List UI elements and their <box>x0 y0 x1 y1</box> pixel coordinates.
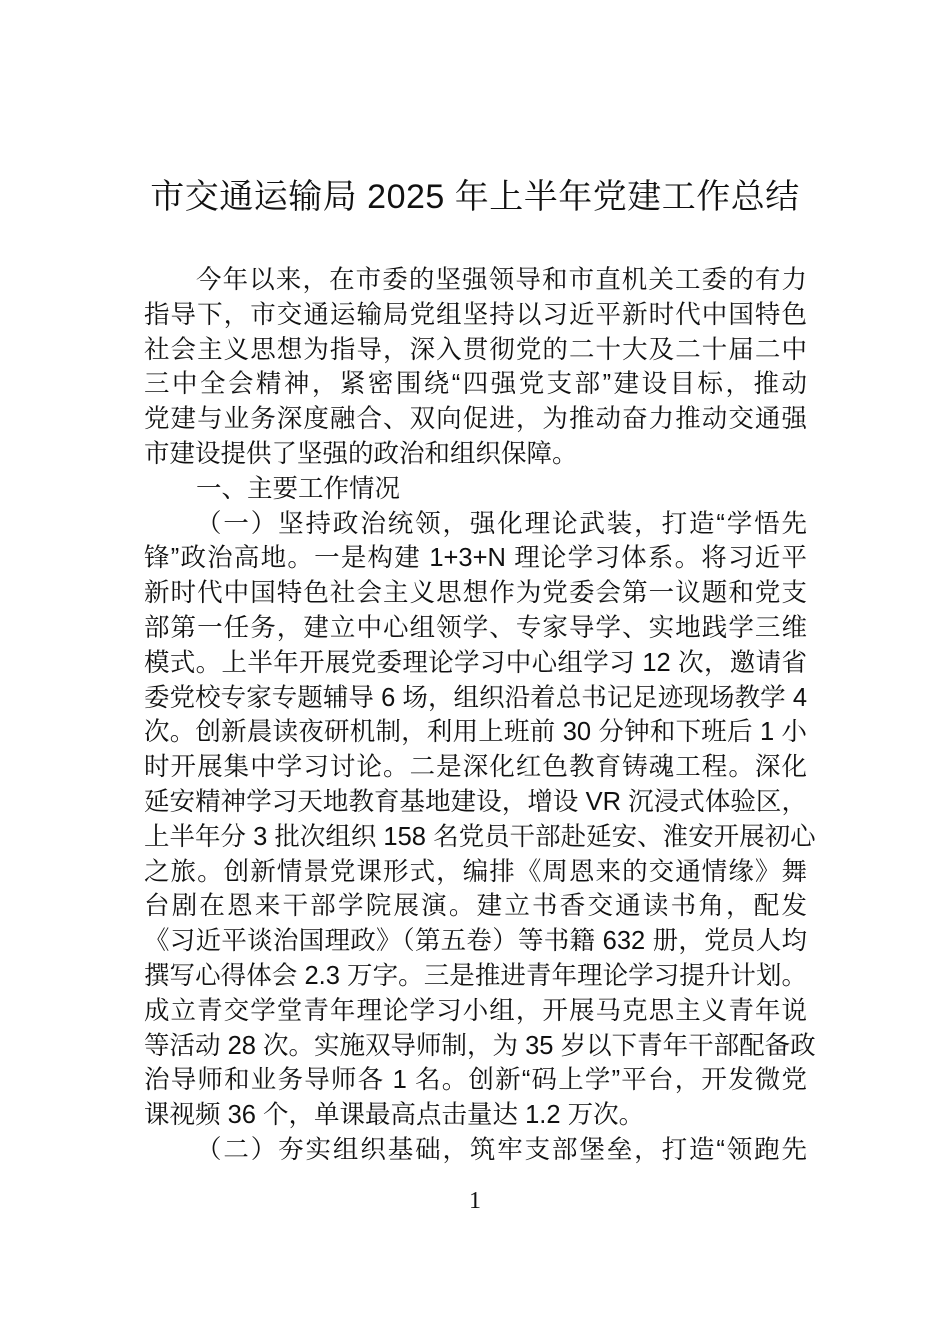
text-line: 市建设提供了坚强的政治和组织保障。 <box>144 439 578 468</box>
text-line: 今年以来，在市委的坚强领导和市直机关工委的有力 <box>196 266 807 294</box>
text-line: 次。创新晨读夜研机制，利用上班前 30 分钟和下班后 1 小 <box>144 718 807 747</box>
document-title: 市交通运输局 2025 年上半年党建工作总结 <box>150 178 800 216</box>
paragraph <box>144 1133 807 1168</box>
text-line: 治导师和业务导师各 1 名。创新“码上学”平台，开发微党 <box>144 1066 807 1095</box>
text-line: 课视频 36 个，单课最高点击量达 1.2 万次。 <box>144 1101 645 1130</box>
text-line: 撰写心得体会 2.3 万字。三是推进青年理论学习提升计划。 <box>144 961 807 990</box>
text-line: 锋”政治高地。一是构建 1+3+N 理论学习体系。将习近平 <box>144 544 807 573</box>
text-line: 成立青交学堂青年理论学习小组，开展马克思主义青年说 <box>144 996 807 1025</box>
text-line: 委党校专家专题辅导 6 场，组织沿着总书记足迹现场教学 4 <box>144 683 807 712</box>
text-line: 社会主义思想为指导，深入贯彻党的二十大及二十届二中 <box>144 335 807 364</box>
text-line: 一、主要工作情况 <box>196 474 401 503</box>
text-line: （一）坚持政治统领，强化理论武装，打造“学悟先 <box>196 509 807 538</box>
text-line: 上半年分 3 批次组织 158 名党员干部赴延安、淮安开展初心 <box>144 822 816 851</box>
text-line: 等活动 28 次。实施双导师制，为 35 岁以下青年干部配备政 <box>144 1031 816 1060</box>
text-line: 之旅。创新情景党课形式，编排《周恩来的交通情缘》舞 <box>144 857 807 886</box>
document-body <box>144 263 816 1168</box>
text-line: 三中全会精神，紧密围绕“四强党支部”建设目标，推动 <box>144 370 807 399</box>
text-line: 台剧在恩来干部学院展演。建立书香交通读书角，配发 <box>144 892 807 921</box>
text-line: （二）夯实组织基础，筑牢支部堡垒，打造“领跑先 <box>196 1135 807 1164</box>
text-line: 新时代中国特色社会主义思想作为党委会第一议题和党支 <box>144 579 807 608</box>
text-line: 指导下，市交通运输局党组坚持以习近平新时代中国特色 <box>144 300 807 329</box>
page-number: 1 <box>469 1188 481 1214</box>
text-line: 部第一任务，建立中心组领学、专家导学、实地践学三维 <box>144 613 807 642</box>
text-line: 延安精神学习天地教育基地建设，增设 VR 沉浸式体验区， <box>144 787 807 816</box>
text-line: 时开展集中学习讨论。二是深化红色教育铸魂工程。深化 <box>144 753 807 782</box>
text-line: 模式。上半年开展党委理论学习中心组学习 12 次，邀请省 <box>144 648 807 677</box>
paragraph <box>144 507 816 1133</box>
text-line: 党建与业务深度融合、双向促进，为推动奋力推动交通强 <box>144 405 807 434</box>
paragraph <box>144 263 807 472</box>
paragraph <box>144 472 807 507</box>
text-line: 《习近平谈治国理政》（第五卷）等书籍 632 册，党员人均 <box>144 927 807 956</box>
